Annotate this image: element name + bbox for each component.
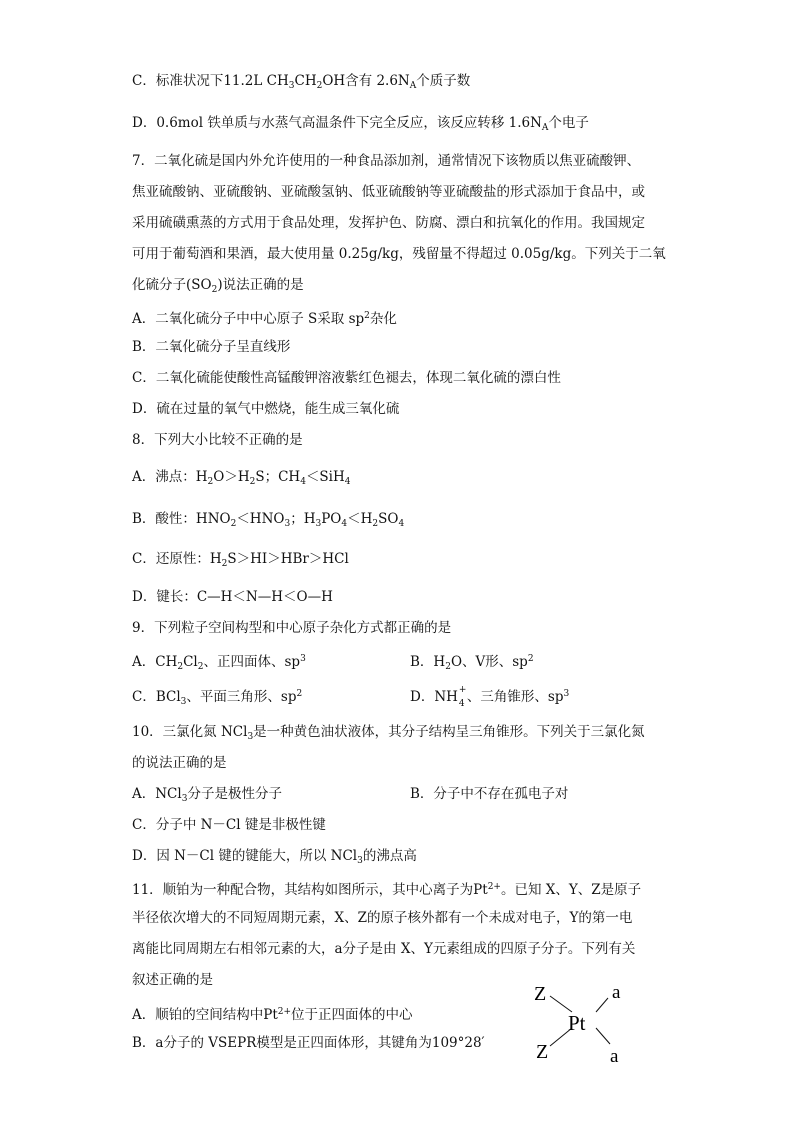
q7-stem-line-1: 7．二氧化硫是国内外允许使用的一种食品添加剂，通常情况下该物质以焦亚硫酸钾、 [132,153,641,169]
atom-z-top: Z [534,983,547,1005]
q9-option-a: A．$CH_2Cl_2$、正四面体、$sp^3$ [132,654,306,672]
cisplatin-structure-diagram [528,976,648,1076]
q7-stem-line-4: 可用于葡萄酒和果酒，最大使用量 0.25g/kg，残留量不得超过 0.05g/kg。下列关于二氧 [132,246,666,262]
q11-stem-line-2: 半径依次增大的不同短周期元素，X、Z的原子核外都有一个未成对电子，Y的第一电 [132,910,633,926]
q11-option-a: A．顺铂的空间结构中$Pt^{2+}$位于正四面体的中心 [132,1007,413,1023]
q8-option-c: C．还原性：$H_2S>HI>HBr>HCl$ [132,551,349,569]
q9-option-c: C．BCl$_3$、平面三角形、$sp^2$ [132,689,303,707]
q9-option-b: B．$H_2O$、V形、$sp^2$ [410,654,534,672]
bond-top-right [596,998,608,1012]
q6-option-c: C．标准状况下11.2L $CH_3CH_2OH$含有 $2.6N_A$个质子数 [132,73,471,91]
q8-option-b: B．酸性：$HNO_2<HNO_3$；$H_3PO_4<H_2SO_4$ [132,511,405,529]
q7-option-a: A．二氧化硫分子中中心原子 S采取 $sp^2$杂化 [132,311,397,327]
q7-option-d: D．硫在过量的氧气中燃烧，能生成三氧化硫 [132,401,400,417]
atom-pt-center: Pt [568,1011,586,1035]
q10-option-a: A．NCl$_3$分子是极性分子 [132,786,282,804]
q8-stem: 8．下列大小比较不正确的是 [132,432,303,448]
q7-stem-line-3: 采用硫磺熏蒸的方式用于食品处理，发挥护色、防腐、漂白和抗氧化的作用。我国规定 [132,215,645,231]
q8-option-d: D．键长：C—H＜N—H＜O—H [132,589,333,605]
q10-option-d: D．因 N－Cl 键的键能大，所以 NCl$_3$的沸点高 [132,848,417,866]
q9-option-d: D．NH + 4 、三角锥形、$sp^3$ [410,685,570,709]
q10-stem-line-2: 的说法正确的是 [132,755,227,771]
q10-option-c: C．分子中 N－Cl 键是非极性键 [132,817,326,833]
q8-option-a: A．沸点：$H_2O>H_2S$；$CH_4<SiH_4$ [132,469,351,487]
ligand-a-top: a [612,982,621,1003]
q11-option-b: B．a分子的 VSEPR模型是正四面体形，其键角为109°28′ [132,1035,485,1051]
atom-z-bottom: Z [536,1041,549,1063]
q10-option-b: B．分子中不存在孤电子对 [410,786,569,802]
q7-option-b: B．二氧化硫分子呈直线形 [132,339,291,355]
ligand-a-bottom: a [610,1046,619,1067]
q9-stem: 9．下列粒子空间构型和中心原子杂化方式都正确的是 [132,620,452,636]
q11-stem-line-1: 11．顺铂为一种配合物，其结构如图所示，其中心离子为$Pt^{2+}$。已知 X、Y、Z是原子 [132,882,642,898]
bond-bottom-right [596,1028,610,1044]
q7-option-c: C．二氧化硫能使酸性高锰酸钾溶液紫红色褪去，体现二氧化硫的漂白性 [132,370,561,386]
q11-stem-line-4: 叙述正确的是 [132,972,213,988]
q10-stem-line-1: 10．三氯化氮 NCl$_3$是一种黄色油状液体，其分子结构呈三角锥形。下列关于三氯化氮 [132,724,645,742]
q11-stem-line-3: 离能比同周期左右相邻元素的大，a分子是由 X、Y元素组成的四原子分子。下列有关 [132,941,636,957]
q6-option-d: D．0.6mol 铁单质与水蒸气高温条件下完全反应，该反应转移 $1.6N_A$个电子 [132,115,589,133]
q7-stem-line-2: 焦亚硫酸钠、亚硫酸钠、亚硫酸氢钠、低亚硫酸钠等亚硫酸盐的形式添加于食品中，或 [132,184,645,200]
q7-stem-line-5: 化硫分子$(SO_2)$说法正确的是 [132,277,304,295]
bond-top-left [550,996,572,1012]
